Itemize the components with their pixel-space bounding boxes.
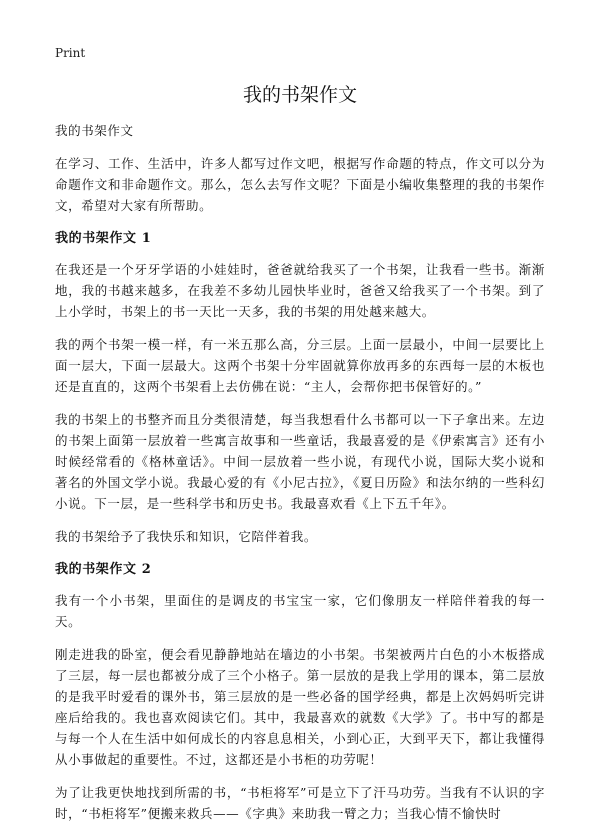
print-link[interactable]: Print [55,46,86,60]
section-1-paragraph: 我的书架上的书整齐而且分类很清楚，每当我想看什么书都可以一下子拿出来。左边的书架上面第一层放着一些寓言故事和一些童话，我最喜爱的是《伊索寓言》还有小时候经常看的《格林童话》。中间一层放着一些小说，有现代小说，国际大奖小说和著名的外国文学小说。我最心爱的有《小尼古拉》，《夏日历险》和法尔纳的一些科幻小说。下一层，是一些科学书和历史书。我最喜欢看《上下五千年》。 [55,412,545,511]
section-1-heading: 我的书架作文 1 [55,231,152,246]
intro-title: 我的书架作文 [55,123,134,138]
section-1-paragraph: 我的两个书架一模一样，有一米五那么高，分三层。上面一层最小，中间一层要比上面一层大，下面一层最大。这两个书架十分牢固就算你放再多的东西每一层的木板也还是直直的，这两个书架看上去仿佛在说：“主人，会帮你把书保管好的。” [55,337,545,394]
section-2-heading: 我的书架作文 2 [55,562,152,577]
section-2-paragraph: 刚走进我的卧室，便会看见静静地站在墙边的小书架。书架被两片白色的小木板搭成了三层，每一层也都被分成了三个小格子。第一层放的是我上学用的课本，第二层放的是我平时爱看的课外书，第三层放的是一些必备的国学经典，都是上次妈妈听完讲座后给我的。我也喜欢阅读它们。其中，我最喜欢的就数《大学》了。书中写的都是与每一个人在生活中如何成长的内容息息相关，小到心正，大到平天下，都让我懂得从小事做起的重要性。不过，这都还是小书柜的功劳呢！ [55,647,545,767]
section-2-paragraph: 为了让我更快地找到所需的书，“书柜将军”可是立下了汗马功劳。当我有不认识的字时，“书柜将军”便搬来救兵——《字典》来助我一臂之力；当我心情不愉快时 [55,785,545,821]
section-1-paragraph: 我的书架给予了我快乐和知识，它陪伴着我。 [55,529,318,544]
section-1-paragraph: 在我还是一个牙牙学语的小娃娃时，爸爸就给我买了一个书架，让我看一些书。渐渐地，我的书越来越多，在我差不多幼儿园快毕业时，爸爸又给我买了一个书架。到了上小学时，书架上的书一天比一天多，我的书架的用处越来越大。 [55,262,545,319]
intro-paragraph: 在学习、工作、生活中，许多人都写过作文吧，根据写作命题的特点，作文可以分为命题作文和非命题作文。那么，怎么去写作文呢？下面是小编收集整理的我的书架作文，希望对大家有所帮助。 [55,156,545,213]
page-title: 我的书架作文 [242,84,357,106]
section-2-paragraph: 我有一个小书架，里面住的是调皮的书宝宝一家，它们像朋友一样陪伴着我的每一天。 [55,593,545,629]
article-body [55,120,545,836]
